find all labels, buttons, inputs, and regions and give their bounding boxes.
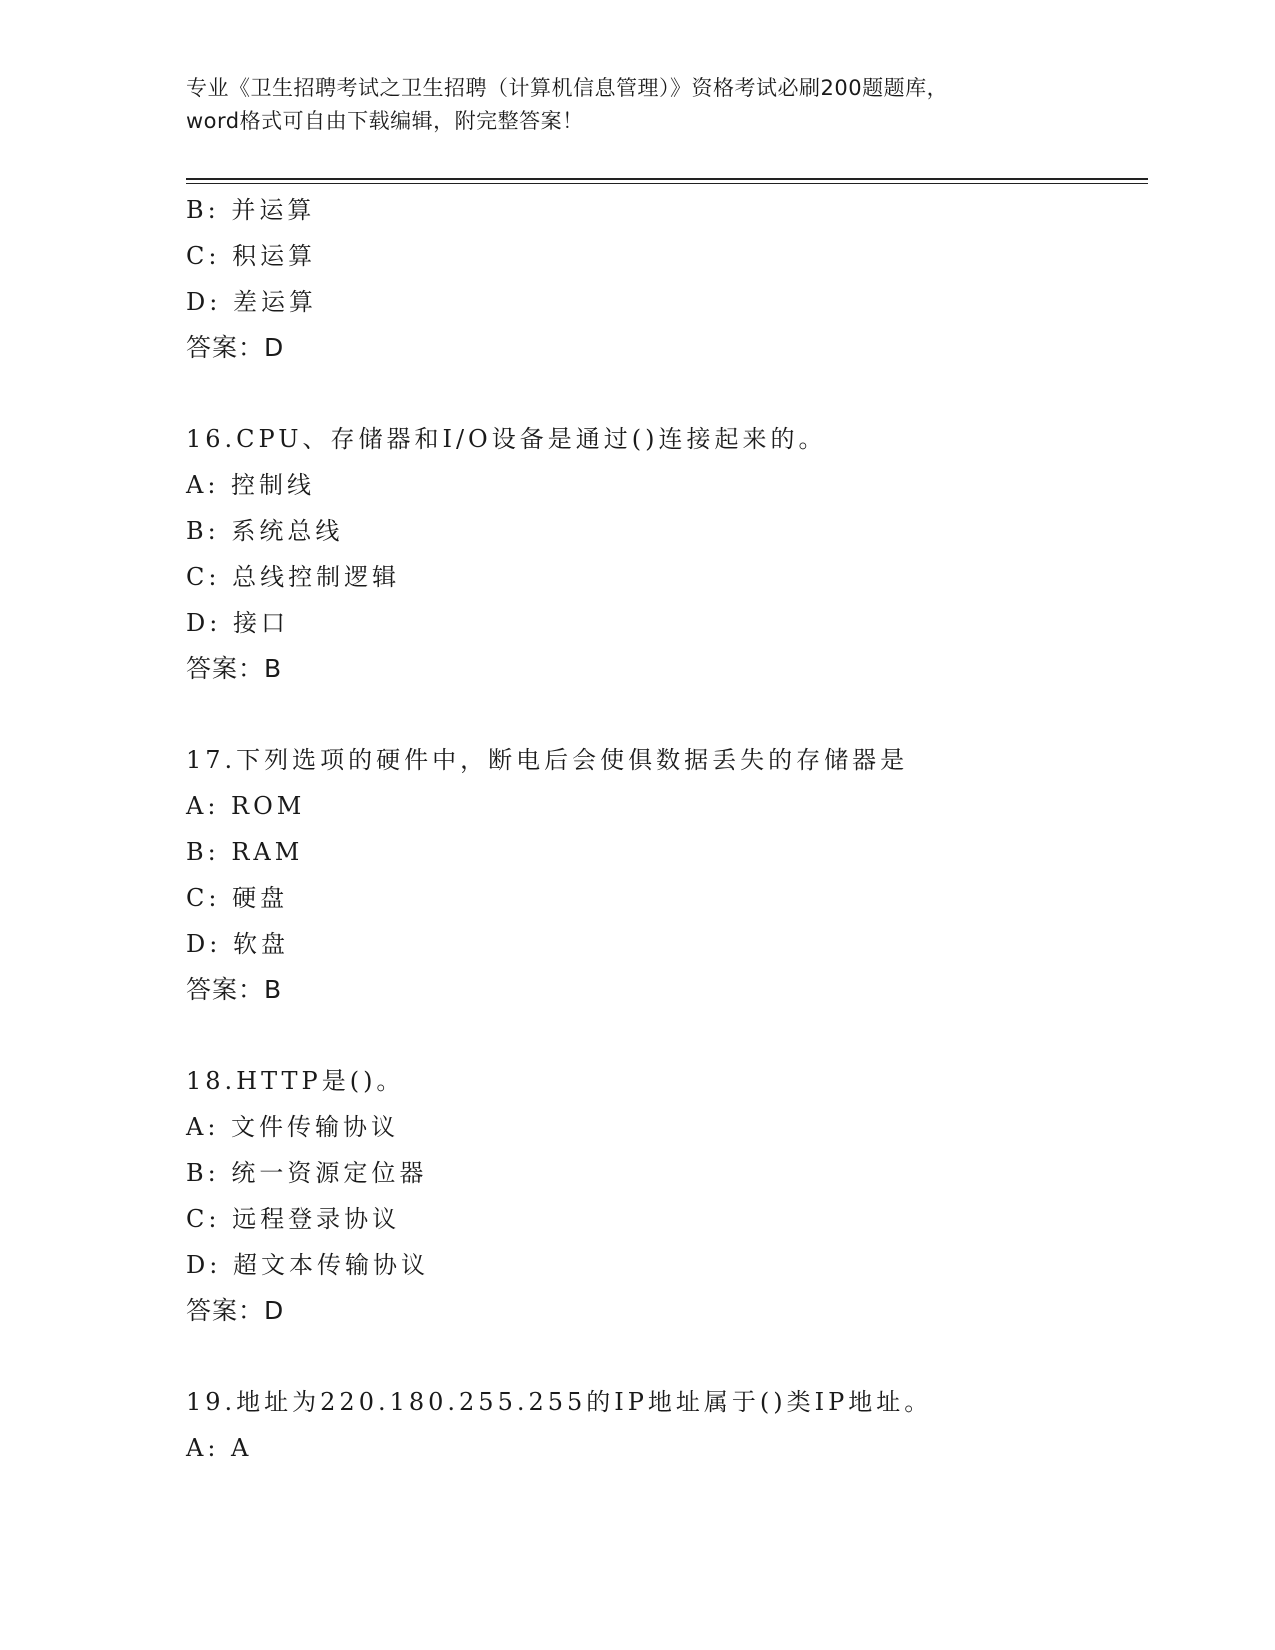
- question-text: 17.下列选项的硬件中，断电后会使俱数据丢失的存储器是: [186, 746, 909, 774]
- question-block-18: [186, 1058, 1146, 1334]
- option-c: C: 硬盘: [186, 884, 289, 912]
- header-divider-thick: [186, 178, 1148, 180]
- question-block-19: [186, 1379, 1146, 1471]
- spacer: [186, 1334, 1146, 1379]
- option-d: D: 超文本传输协议: [186, 1251, 429, 1279]
- spacer: [186, 371, 1146, 416]
- answer-line: 答案：D: [186, 333, 285, 362]
- question-block-16: [186, 416, 1146, 692]
- question-list: [186, 187, 1146, 1471]
- option-b: B: 并运算: [186, 196, 316, 224]
- question-block-17: [186, 737, 1146, 1013]
- header-line-1: 专业《卫生招聘考试之卫生招聘（计算机信息管理）》资格考试必刷200题题库，: [186, 76, 949, 100]
- question-text: 18.HTTP是()。: [186, 1067, 405, 1095]
- option-a: A: ROM: [186, 792, 306, 820]
- answer-line: 答案：D: [186, 1296, 285, 1325]
- option-b: B: RAM: [186, 838, 304, 866]
- header-line-2: word格式可自由下载编辑，附完整答案！: [186, 109, 584, 133]
- spacer: [186, 692, 1146, 737]
- option-b: B: 统一资源定位器: [186, 1159, 428, 1187]
- answer-line: 答案：B: [186, 654, 283, 683]
- option-d: D: 差运算: [186, 288, 317, 316]
- question-block-15: [186, 187, 1146, 371]
- option-d: D: 软盘: [186, 930, 289, 958]
- spacer: [186, 1013, 1146, 1058]
- option-a: A: A: [186, 1434, 253, 1462]
- page-header: [186, 72, 1146, 138]
- question-text: 19.地址为220.180.255.255的IP地址属于()类IP地址。: [186, 1388, 933, 1416]
- option-a: A: 文件传输协议: [186, 1113, 400, 1141]
- option-c: C: 积运算: [186, 242, 317, 270]
- question-text: 16.CPU、存储器和I/O设备是通过()连接起来的。: [186, 425, 827, 453]
- option-d: D: 接口: [186, 609, 289, 637]
- option-b: B: 系统总线: [186, 517, 344, 545]
- answer-line: 答案：B: [186, 975, 283, 1004]
- option-c: C: 总线控制逻辑: [186, 563, 401, 591]
- header-divider-thin: [186, 183, 1148, 184]
- option-a: A: 控制线: [186, 471, 316, 499]
- option-c: C: 远程登录协议: [186, 1205, 401, 1233]
